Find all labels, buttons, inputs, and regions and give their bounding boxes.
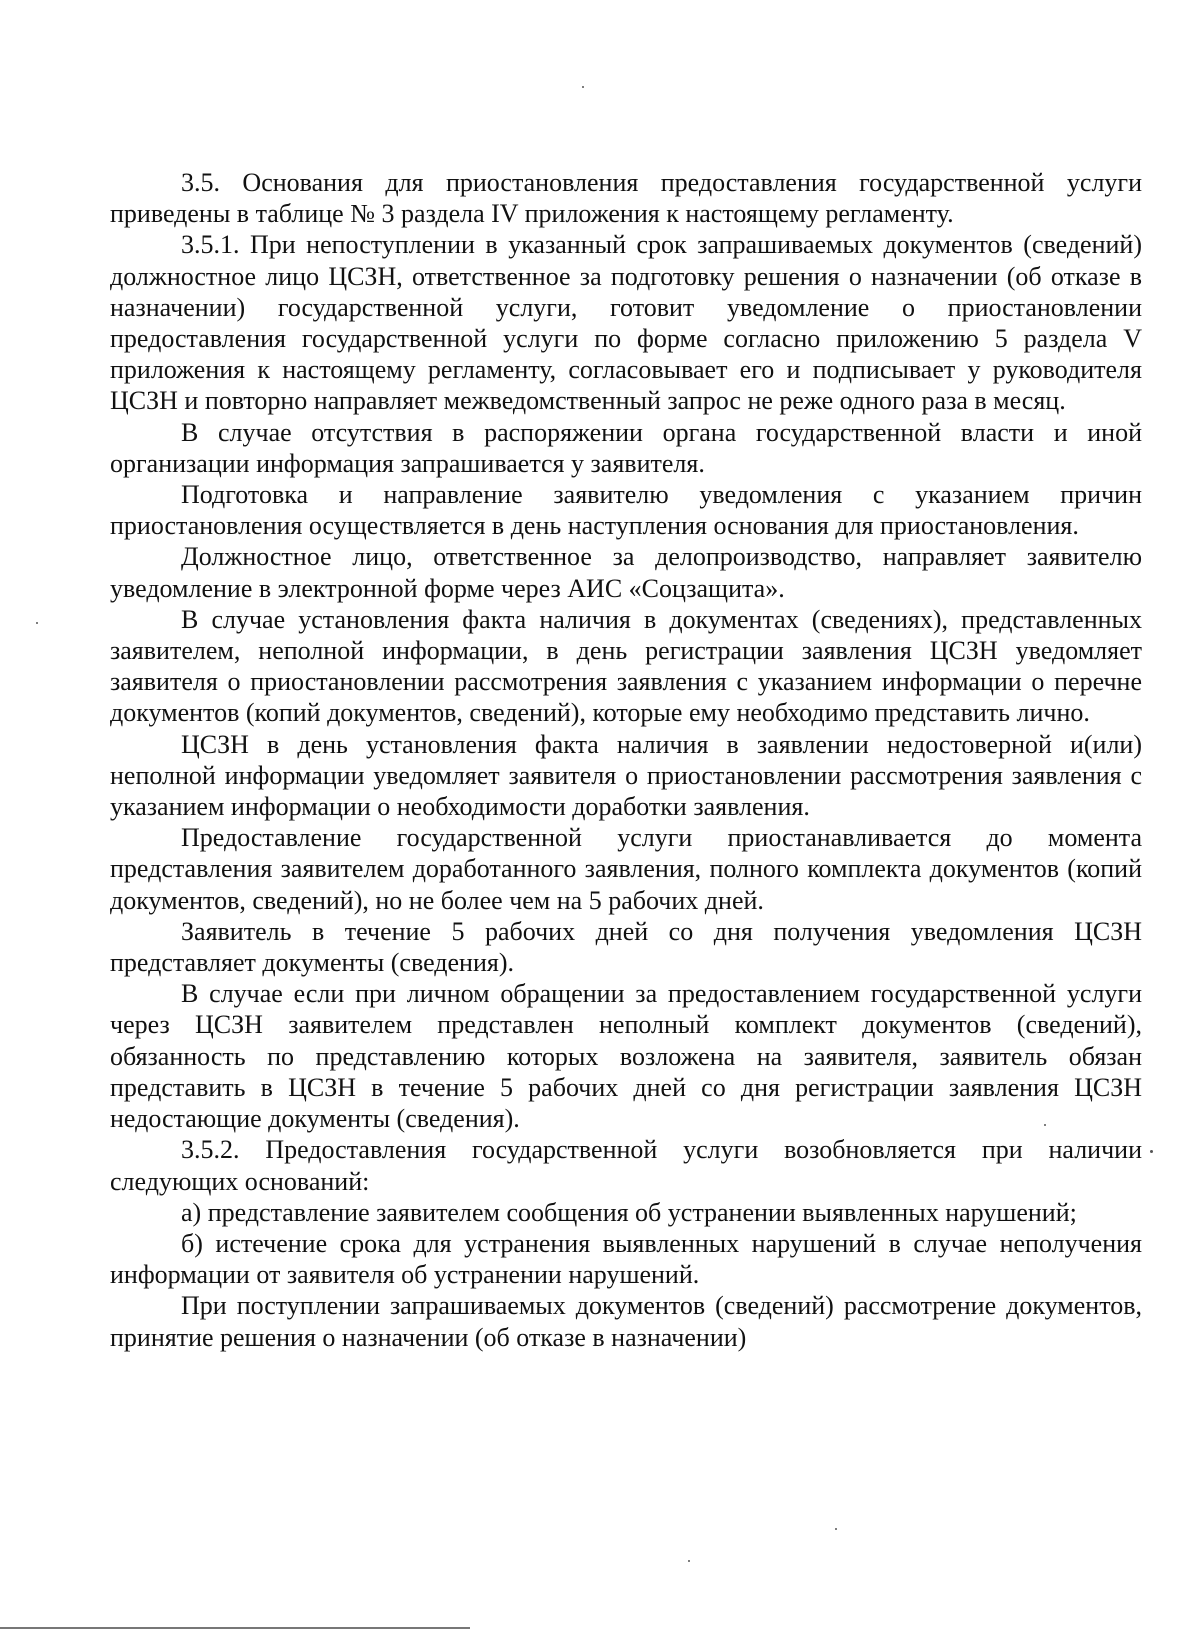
scan-speck xyxy=(582,86,584,88)
scan-speck xyxy=(1044,1124,1046,1126)
scan-speck xyxy=(36,622,38,624)
bottom-edge-line xyxy=(0,1627,470,1629)
paragraph-3-5: 3.5. Основания для приостановления предоставления государственной услуги приведены в таблице № 3 раздела IV приложения к настоящему регламенту. xyxy=(110,168,1142,229)
paragraph-applicant-submission: Заявитель в течение 5 рабочих дней со дня получения уведомления ЦСЗН представляет документы (сведения). xyxy=(110,916,1142,978)
scan-speck xyxy=(688,1560,690,1562)
paragraph-unreliable-information: ЦСЗН в день установления факта наличия в заявлении недостоверной и(или) неполной информации уведомляет заявителя о приостановлении рассмотрения заявления с указанием информации о необходимости доработки заявления. xyxy=(110,729,1142,822)
scan-speck xyxy=(835,1528,837,1530)
paragraph-document-receipt: При поступлении запрашиваемых документов (сведений) рассмотрение документов, принятие решения о назначении (об отказе в назначении) xyxy=(110,1291,1142,1352)
list-item-a: а) представление заявителем сообщения об устранении выявленных нарушений; xyxy=(181,1197,1077,1227)
paragraph-3-5-2: 3.5.2. Предоставления государственной услуги возобновляется при наличии следующих оснований: xyxy=(110,1135,1142,1196)
paragraph-suspension-period: Предоставление государственной услуги приостанавливается до момента представления заявителем доработанного заявления, полного комплекта документов (копий документов, сведений), но не более чем на 5 рабочих дней. xyxy=(110,823,1142,915)
paragraph-incomplete-information: В случае установления факта наличия в документах (сведениях), представленных заявителем, неполной информации, в день регистрации заявления ЦСЗН уведомляет заявителя о приостановлении рассмотрения заявления с указанием информации о перечне документов (копий документов, сведений), которые ему необходимо представить лично. xyxy=(110,604,1142,728)
paragraph-notification-preparation: Подготовка и направление заявителю уведомления с указанием причин приостановления осуществляется в день наступления основания для приостановления. xyxy=(110,480,1142,541)
paragraph-3-5-1: 3.5.1. При непоступлении в указанный срок запрашиваемых документов (сведений) должностное лицо ЦСЗН, ответственное за подготовку решения о назначении (об отказе в назначении) государственной услуги, готовит уведомление о приостановлении предоставления государственной услуги по форме согласно приложению 5 раздела V приложения к настоящему регламенту, согласовывает его и подписывает у руководителя ЦСЗН и повторно направляет межведомственный запрос не реже одного раза в месяц. xyxy=(110,230,1142,416)
document-body xyxy=(110,167,1142,1353)
list-item-b: б) истечение срока для устранения выявленных нарушений в случае неполучения информации от заявителя об устранении нарушений. xyxy=(110,1228,1142,1290)
paragraph-personal-appeal: В случае если при личном обращении за предоставлением государственной услуги через ЦСЗН заявителем представлен неполный комплект документов (сведений), обязанность по представлению которых возложена на заявителя, заявитель обязан представить в ЦСЗН в течение 5 рабочих дней со дня регистрации заявления ЦСЗН недостающие документы (сведения). xyxy=(110,979,1142,1134)
scan-speck xyxy=(1150,1150,1153,1153)
paragraph-electronic-notification: Должностное лицо, ответственное за делопроизводство, направляет заявителю уведомление в электронной форме через АИС «Соцзащита». xyxy=(110,542,1142,603)
paragraph-information-request: В случае отсутствия в распоряжении органа государственной власти и иной организации информация запрашивается у заявителя. xyxy=(110,417,1142,478)
